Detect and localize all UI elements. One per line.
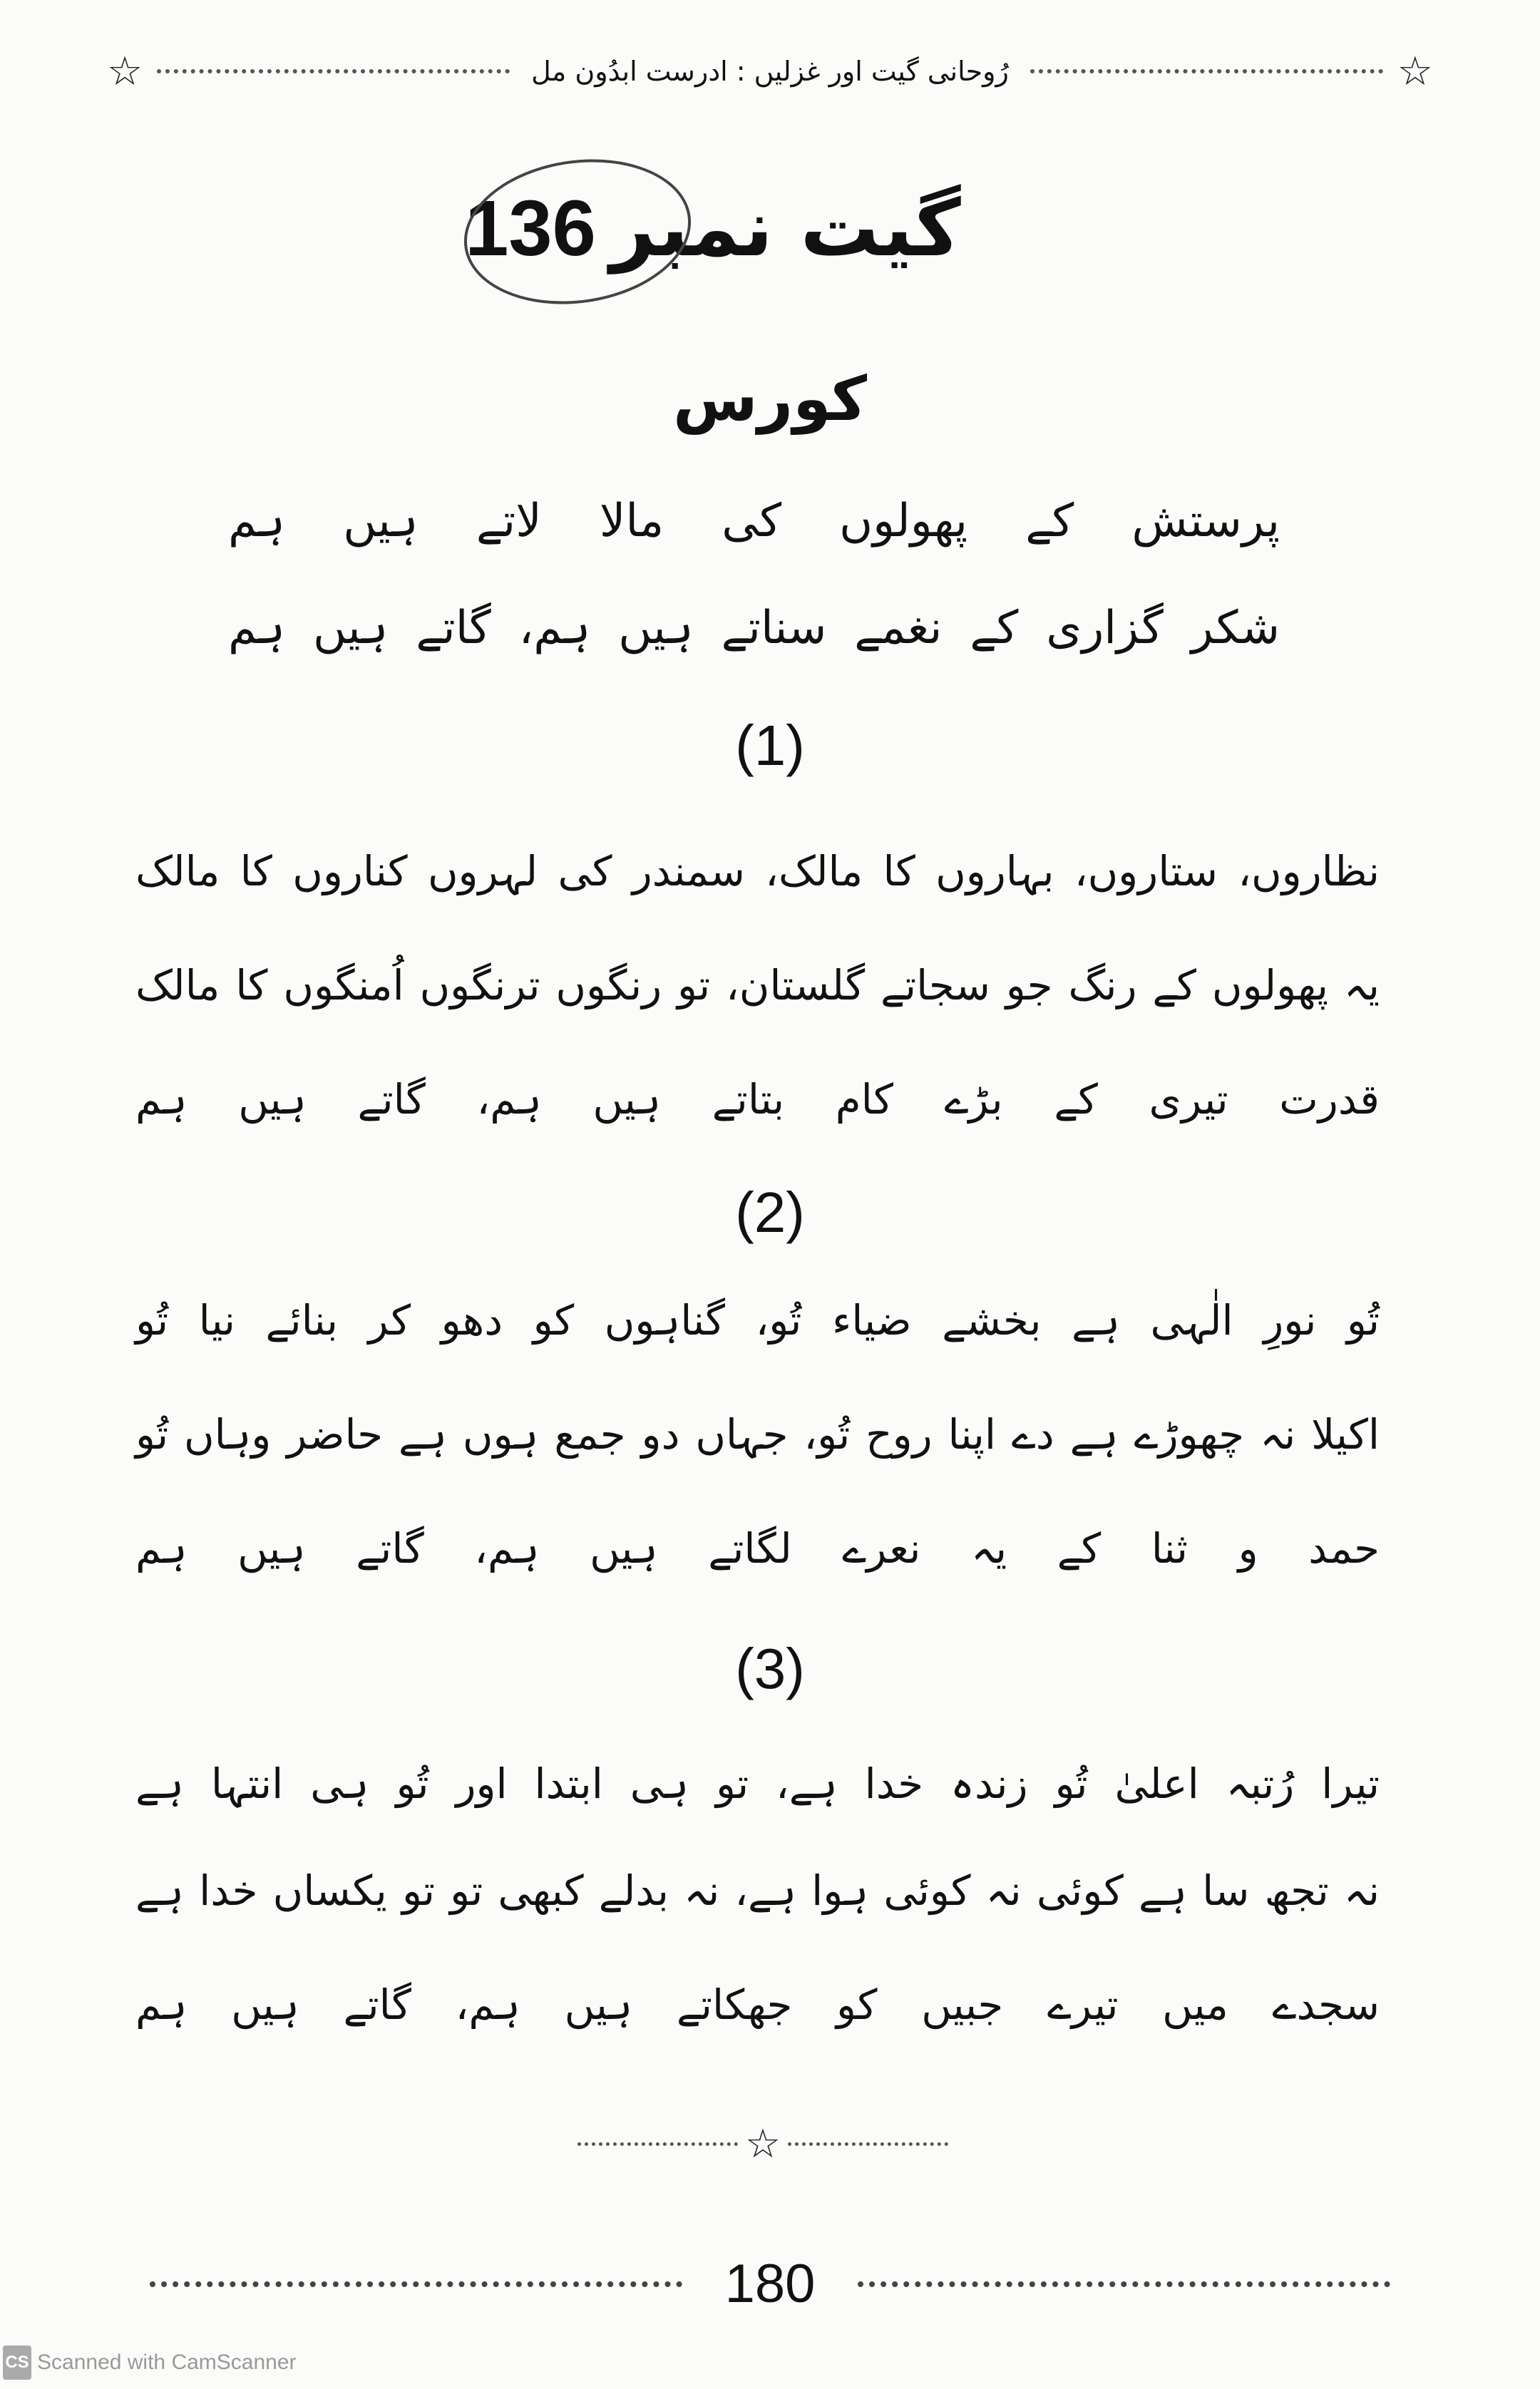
- dotted-divider: [858, 2281, 1390, 2287]
- dotted-divider: [578, 2142, 738, 2146]
- handwritten-circle: [455, 145, 701, 319]
- running-title: رُوحانی گیت اور غزلیں : ادرست ابدُون مل: [531, 56, 1009, 87]
- stanza-number: (3): [735, 1637, 805, 1700]
- dotted-divider: [157, 69, 510, 73]
- stanza-line: نہ تجھ سا ہے کوئی نہ کوئی ہوا ہے، نہ بدلے کبھی تو تو یکساں خدا ہے: [135, 1866, 1380, 1915]
- stanza-line: قدرت تیری کے بڑے کام بتاتے ہیں ہم، گاتے ہیں ہم: [135, 1075, 1380, 1124]
- page-footer: [107, 2253, 1433, 2315]
- camscanner-icon: CS: [3, 2346, 31, 2380]
- running-header: [107, 43, 1433, 100]
- camscanner-text: Scanned with CamScanner: [37, 2351, 297, 2374]
- star-icon: ☆: [744, 2121, 781, 2167]
- dotted-divider: [1030, 69, 1383, 73]
- song-number: 136: [465, 184, 596, 272]
- star-icon: ☆: [107, 48, 143, 95]
- dotted-divider: [150, 2281, 682, 2287]
- end-ornament: [570, 2121, 955, 2167]
- chorus-heading: کورس: [672, 364, 868, 435]
- chorus-line: شکر گزاری کے نغمے سناتے ہیں ہم، گاتے ہیں ہم: [228, 602, 1280, 654]
- stanza-line: تیرا رُتبہ اعلیٰ تُو زندہ خدا ہے، تو ہی ابتدا اور تُو ہی انتہا ہے: [135, 1759, 1380, 1808]
- star-icon: ☆: [1397, 48, 1433, 95]
- stanza-line: تُو نورِ الٰہی ہے بخشے ضیاء تُو، گناہوں کو دھو کر بنائے نیا تُو: [135, 1296, 1380, 1345]
- song-title-label: گیت نمبر: [610, 183, 961, 274]
- stanza-number: (2): [735, 1181, 805, 1244]
- page-number: 180: [724, 2254, 816, 2314]
- camscanner-mark: [3, 2346, 297, 2380]
- stanza-number: (1): [735, 714, 805, 777]
- dotted-divider: [788, 2142, 948, 2146]
- stanza-line: نظاروں، ستاروں، بہاروں کا مالک، سمندر کی لہروں کناروں کا مالک: [135, 847, 1380, 895]
- stanza-line: سجدے میں تیرے جبیں کو جھکاتے ہیں ہم، گاتے ہیں ہم: [135, 1980, 1380, 2029]
- stanza-line: اکیلا نہ چھوڑے ہے دے اپنا روح تُو، جہاں دو جمع ہوں ہے حاضر وہاں تُو: [135, 1410, 1380, 1459]
- song-title: [456, 146, 970, 310]
- chorus-line: پرستش کے پھولوں کی مالا لاتے ہیں ہم: [228, 495, 1280, 548]
- stanza-line: یہ پھولوں کے رنگ جو سجاتے گلستان، تو رنگوں ترنگوں اُمنگوں کا مالک: [135, 961, 1380, 1009]
- stanza-line: حمد و ثنا کے یہ نعرے لگاتے ہیں ہم، گاتے ہیں ہم: [135, 1524, 1380, 1573]
